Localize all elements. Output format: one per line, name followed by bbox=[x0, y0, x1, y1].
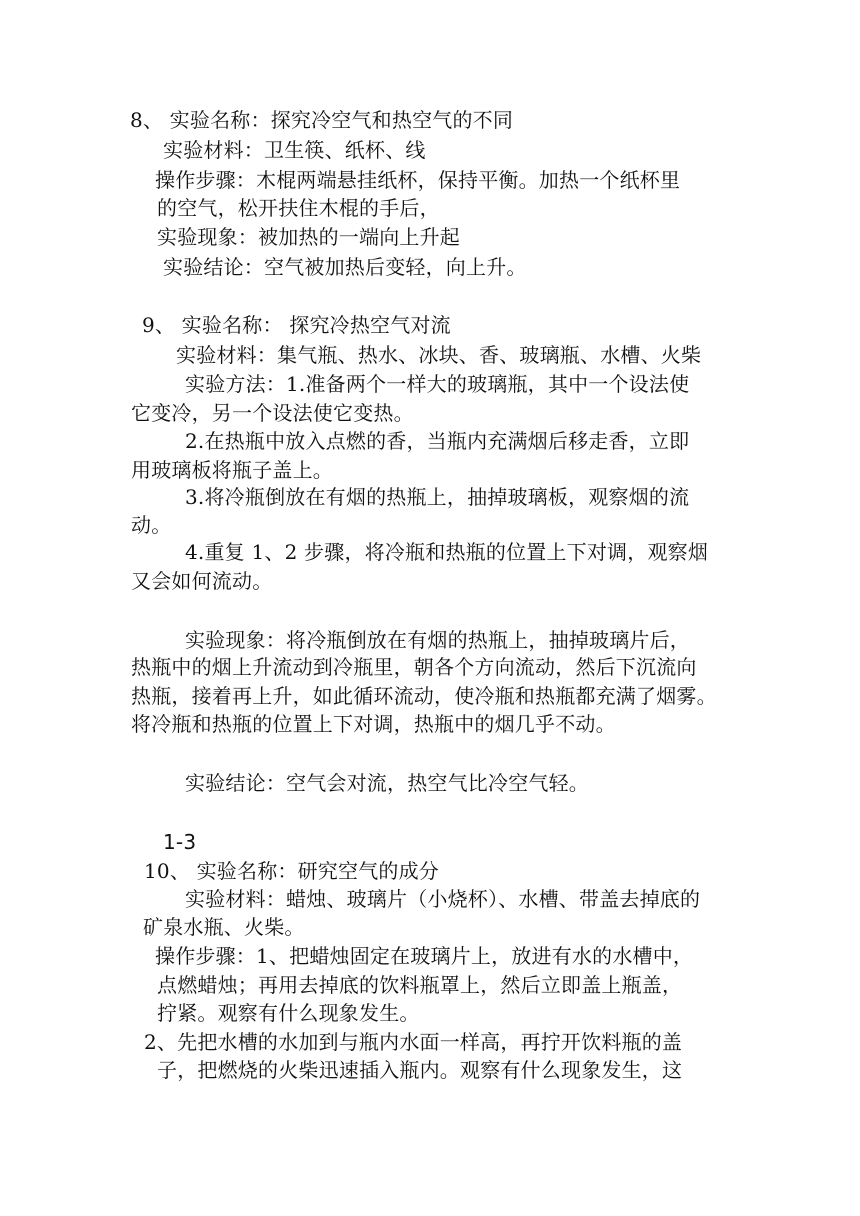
section-8-conclusion: 实验结论：空气被加热后变轻，向上升。 bbox=[163, 255, 527, 279]
section-10-steps-1a: 操作步骤：1、把蜡烛固定在玻璃片上，放进有水的水槽中， bbox=[155, 944, 694, 968]
section-9-phenomenon-1: 实验现象：将冷瓶倒放在有烟的热瓶上，抽掉玻璃片后， bbox=[185, 628, 690, 652]
section-9-method-2b: 用玻璃板将瓶子盖上。 bbox=[131, 458, 333, 482]
section-9-method-4b: 又会如何流动。 bbox=[131, 569, 273, 593]
section-10-materials-1: 实验材料：蜡烛、玻璃片（小烧杯）、水槽、带盖去掉底的 bbox=[185, 887, 701, 911]
section-8-title: 8、 实验名称：探究冷空气和热空气的不同 bbox=[130, 108, 514, 132]
section-10-steps-2b: 子，把燃烧的火柴迅速插入瓶内。观察有什么现象发生，这 bbox=[157, 1058, 683, 1082]
section-10-steps-1c: 拧紧。观察有什么现象发生。 bbox=[157, 1001, 420, 1025]
section-9-method-2a: 2.在热瓶中放入点燃的香，当瓶内充满烟后移走香，立即 bbox=[185, 429, 690, 453]
section-8-phenomenon: 实验现象：被加热的一端向上升起 bbox=[157, 225, 460, 249]
section-9-conclusion: 实验结论：空气会对流，热空气比冷空气轻。 bbox=[185, 771, 589, 795]
section-10-steps-2a: 2、先把水槽的水加到与瓶内水面一样高，再拧开饮料瓶的盖 bbox=[144, 1030, 683, 1054]
section-8-steps-line-1: 操作步骤：木棍两端悬挂纸杯，保持平衡。加热一个纸杯里 bbox=[155, 168, 681, 192]
section-10-steps-1b: 点燃蜡烛；再用去掉底的饮料瓶罩上，然后立即盖上瓶盖， bbox=[157, 973, 683, 997]
section-marker: 1-3 bbox=[163, 830, 197, 854]
section-9-phenomenon-4: 将冷瓶和热瓶的位置上下对调，热瓶中的烟几乎不动。 bbox=[131, 712, 616, 736]
section-9-method-4a: 4.重复 1、2 步骤，将冷瓶和热瓶的位置上下对调，观察烟 bbox=[185, 540, 709, 564]
section-9-method-1b: 它变冷，另一个设法使它变热。 bbox=[131, 401, 414, 425]
section-9-method-3b: 动。 bbox=[131, 513, 172, 537]
section-9-method-3a: 3.将冷瓶倒放在有烟的热瓶上，抽掉玻璃板，观察烟的流 bbox=[185, 485, 690, 509]
section-10-materials-2: 矿泉水瓶、火柴。 bbox=[143, 915, 305, 939]
section-8-steps-line-2: 的空气，松开扶住木棍的手后， bbox=[157, 196, 440, 220]
section-10-title: 10、 实验名称：研究空气的成分 bbox=[144, 859, 440, 883]
section-9-phenomenon-2: 热瓶中的烟上升流动到冷瓶里，朝各个方向流动，然后下沉流向 bbox=[131, 655, 697, 679]
section-8-materials: 实验材料：卫生筷、纸杯、线 bbox=[163, 138, 426, 162]
section-9-materials: 实验材料：集气瓶、热水、冰块、香、玻璃瓶、水槽、火柴 bbox=[176, 343, 702, 367]
section-9-phenomenon-3: 热瓶，接着再上升，如此循环流动，使冷瓶和热瓶都充满了烟雾。 bbox=[131, 684, 717, 708]
section-9-method-1a: 实验方法：1.准备两个一样大的玻璃瓶，其中一个设法使 bbox=[185, 372, 690, 396]
section-9-title: 9、 实验名称： 探究冷热空气对流 bbox=[142, 313, 451, 337]
